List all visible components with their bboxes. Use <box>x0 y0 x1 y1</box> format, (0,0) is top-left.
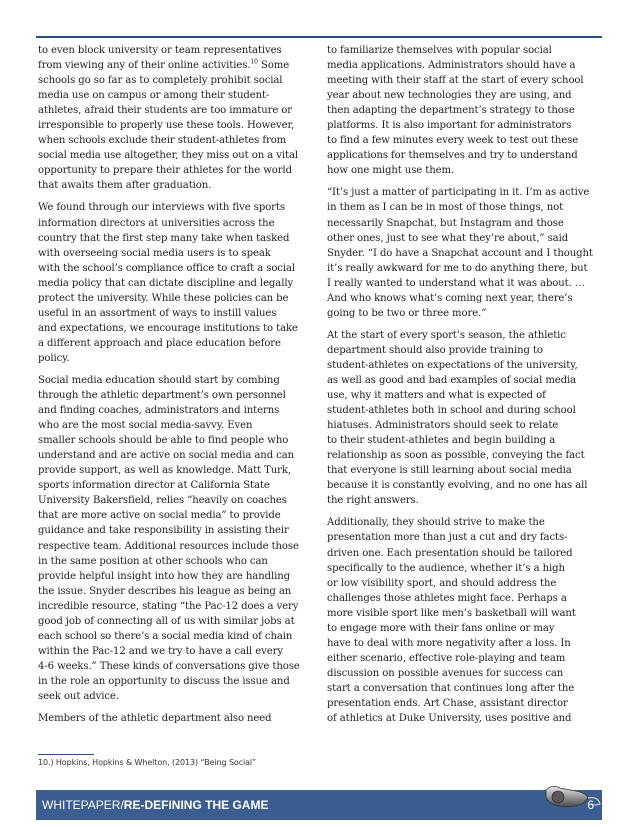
text-line: policy. <box>38 352 70 364</box>
text-line: platforms. It is also important for administrators <box>327 120 572 132</box>
text-line: department should also provide training to <box>327 344 543 356</box>
text-line: from viewing any of their online activities.$^{10}$ Some <box>38 58 290 72</box>
text-line: incredible resource, stating “the Pac-12 does a very <box>38 600 299 612</box>
text-line: other ones, just to see what they’re about,” said <box>327 232 569 244</box>
text-line: to find a few minutes every week to test out these <box>327 135 579 147</box>
text-line: “It’s just a matter of participating in it. I’m as active <box>327 187 590 199</box>
text-line: social media use altogether, they miss out on a vital <box>38 150 298 162</box>
text-line: because it is constantly evolving, and no one has all <box>327 480 588 492</box>
text-line: sports information director at California State <box>38 480 270 492</box>
paragraph <box>38 43 308 193</box>
text-line: Snyder. “I do have a Snapchat account and I thought <box>327 247 593 259</box>
text-line: how one might use them. <box>327 165 455 177</box>
text-line: going to be two or three more.” <box>327 307 487 319</box>
text-line: smaller schools should be able to find people who <box>38 435 289 447</box>
footnote-ref[interactable]: 10 <box>250 58 258 66</box>
text-line: opportunity to prepare their athletes for the world <box>38 165 292 177</box>
text-line: country that the first step many take when tasked <box>38 232 290 244</box>
text-line: in the role an opportunity to discuss the issue and <box>38 675 290 687</box>
footer-title-part1: WHITEPAPER/ <box>42 798 124 812</box>
text-line: that everyone is still learning about social media <box>327 465 572 477</box>
text-line: use, why it matters and what is expected of <box>327 390 546 402</box>
text-line: it’s really awkward for me to do anything there, but <box>327 262 588 274</box>
text-line: meeting with their staff at the start of every school <box>327 75 584 87</box>
text-line: seek out advice. <box>38 690 119 702</box>
text-line: and expectations, we encourage institutions to take <box>38 322 298 334</box>
text-line: each school so there’s a social media kind of chain <box>38 630 293 642</box>
text-line: to familiarize themselves with popular social <box>327 45 552 56</box>
text-line: within the Pac-12 and we try to have a call every <box>38 645 283 657</box>
text-line: presentation ends. Art Chase, assistant director <box>327 697 568 709</box>
footer-bar <box>36 790 602 820</box>
text-line: in them as I can be in most of those things, not <box>327 202 564 214</box>
text-line: driven one. Each presentation should be tailored <box>327 547 573 559</box>
text-line: relationship as soon as possible, conveying the fact <box>327 450 585 462</box>
text-line: provide helpful insight into how they are handling <box>38 570 291 582</box>
text-line: or low visibility sport, and should address the <box>327 577 557 589</box>
paragraph <box>38 373 308 704</box>
text-line: media policy that can dictate discipline and legally <box>38 277 294 289</box>
text-line: as well as good and bad examples of social media <box>327 374 577 386</box>
text-line: either scenario, effective role-playing and team <box>327 652 566 664</box>
text-line: good job of connecting all of us with similar jobs at <box>38 615 295 627</box>
text-line: 4-6 weeks.” These kinds of conversations give those <box>38 660 300 672</box>
text-line: media applications. Administrators should have a <box>327 60 576 72</box>
text-line: irresponsible to properly use these tools. However, <box>38 120 295 132</box>
paragraph <box>38 711 308 726</box>
text-line: then adapting the department’s strategy to those <box>327 105 575 117</box>
text-line: when schools exclude their student-athletes from <box>38 135 287 147</box>
paragraph <box>327 43 597 178</box>
footnote: 10.) Hopkins, Hopkins & Whelton, (2013) “Being Social” <box>38 758 257 767</box>
text-line: Additionally, they should strive to make the <box>327 517 545 529</box>
text-line: of athletics at Duke University, uses positive and <box>327 713 572 725</box>
text-line: University Bakersfield, relies “heavily on coaches <box>38 495 287 507</box>
text-line: athletes, afraid their students are too immature or <box>38 105 293 117</box>
left-column <box>38 43 308 733</box>
text-line: the right answers. <box>327 495 419 507</box>
text-line: Members of the athletic department also need <box>38 713 272 725</box>
text-line: respective team. Additional resources include those <box>38 540 299 552</box>
text-line: to their student-athletes and begin building a <box>327 435 556 447</box>
text-line: information directors at universities across the <box>38 217 275 229</box>
text-line: Social media education should start by combing <box>38 374 280 386</box>
text-line: student-athletes on expectations of the university, <box>327 359 578 371</box>
text-line: through the athletic department’s own personnel <box>38 390 286 402</box>
text-line: protect the university. While these policies can be <box>38 292 289 304</box>
text-line: provide support, as well as knowledge. Matt Turk, <box>38 465 292 477</box>
footer-title-part2: RE-DEFINING THE GAME <box>123 798 269 812</box>
text-line: year about new technologies they are using, and <box>327 90 572 102</box>
paragraph <box>38 200 308 366</box>
text-line: student-athletes both in school and during school <box>327 405 576 417</box>
text-line: start a conversation that continues long after the <box>327 682 575 694</box>
right-column <box>327 43 597 733</box>
text-line: in the same position at other schools who can <box>38 555 268 567</box>
page-number: 6 <box>587 798 594 812</box>
text-line: presentation more than just a cut and dry facts- <box>327 532 568 544</box>
paragraph <box>327 185 597 320</box>
text-line: I really wanted to understand what it was about. … <box>327 277 585 289</box>
text-line: more visible sport like men’s basketball will want <box>327 607 576 619</box>
header-rule <box>36 36 602 38</box>
text-line: At the start of every sport’s season, the athletic <box>327 329 566 341</box>
footnote-rule <box>38 754 94 755</box>
text-line: schools go so far as to completely prohibit social <box>38 75 283 87</box>
text-line: applications for themselves and try to understand <box>327 150 578 162</box>
text-line: that awaits them after graduation. <box>38 180 212 192</box>
paragraph <box>327 515 597 726</box>
text-line: to even block university or team representatives <box>38 45 282 56</box>
text-line: understand and are active on social media and can <box>38 450 295 462</box>
text-line: with overseeing social media users is to speak <box>38 247 271 259</box>
text-line: to engage more with their fans online or may <box>327 622 555 634</box>
text-line: discussion on possible avenues for success can <box>327 667 564 679</box>
text-line: hiatuses. Administrators should seek to relate <box>327 420 559 432</box>
text-line: We found through our interviews with five sports <box>38 202 285 214</box>
text-line: a different approach and place education before <box>38 337 281 349</box>
text-line: guidance and take responsibility in assisting their <box>38 525 289 537</box>
text-line: necessarily Snapchat, but Instagram and those <box>327 217 564 229</box>
text-line: that are more active on social media” to provide <box>38 510 281 522</box>
text-line: have to deal with more negativity after a loss. In <box>327 637 571 649</box>
text-line: And who knows what’s coming next year, there’s <box>327 292 573 304</box>
text-line: media use on campus or among their student- <box>38 90 270 102</box>
text-line: the issue. Snyder describes his league as being an <box>38 585 292 597</box>
text-line: with the school’s compliance office to craft a social <box>38 262 296 274</box>
text-line: useful in an assortment of ways to instill values <box>38 307 277 319</box>
text-line: and finding coaches, administrators and interns <box>38 405 280 417</box>
text-line: specifically to the audience, whether it’s a high <box>327 562 565 574</box>
footer-title <box>42 798 268 812</box>
text-line: challenges those athletes might face. Perhaps a <box>327 592 567 604</box>
text-line: who are the most social media-savvy. Even <box>38 420 253 432</box>
paragraph <box>327 328 597 509</box>
